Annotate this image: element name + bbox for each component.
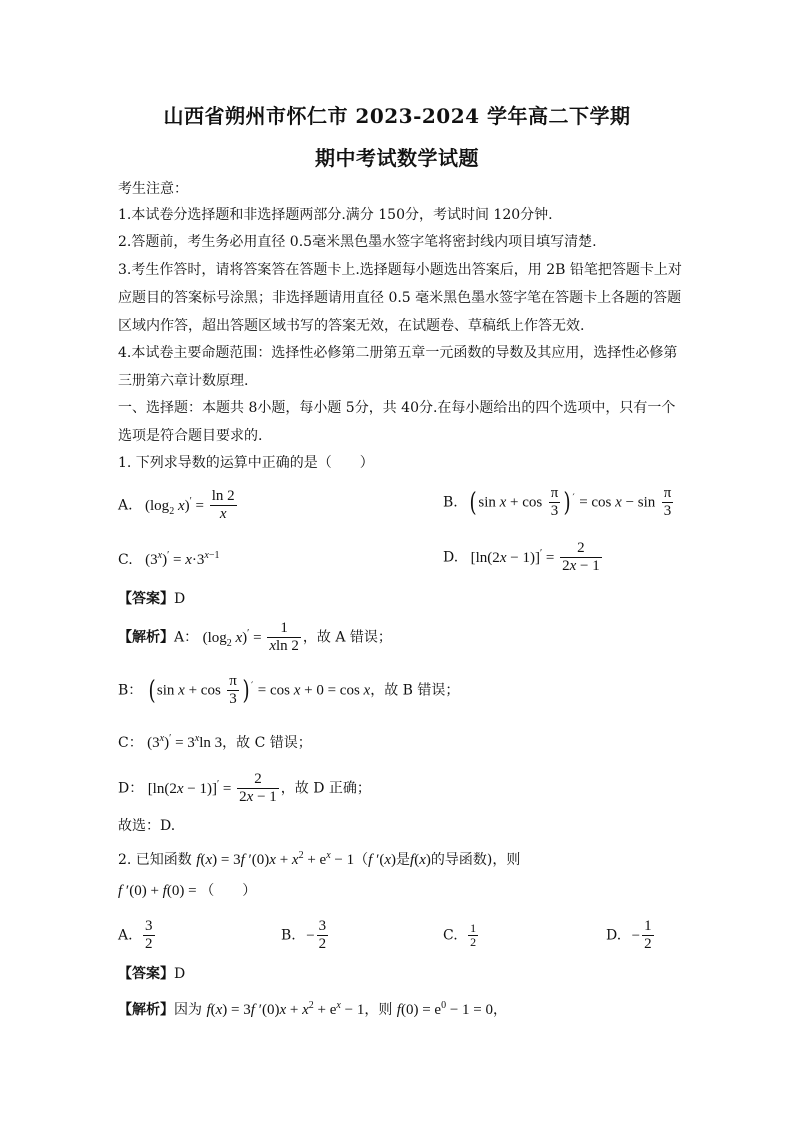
fraction: $\frac{1}{2}$ (644, 918, 652, 952)
paper-title-line1: 山西省朔州市怀仁市 2023-2024 学年高二下学期 (163, 104, 631, 128)
analysis-suffix: ，故 A 错误； (302, 629, 392, 646)
analysis-prefix: B： (118, 682, 143, 699)
analysis-label: 【解析】 (118, 629, 174, 646)
q1-option-d: D. [ln(2x − 1)]′ = $\frac{2}{2x - 1}$ (443, 540, 600, 574)
fraction: $\frac{\pi}{3}$ (229, 673, 237, 707)
option-label: D. (443, 549, 459, 566)
analysis-text: 因为 (174, 1002, 202, 1018)
fraction: $\frac{\pi}{3}$ (663, 485, 672, 519)
answer-value: D (174, 966, 186, 982)
analysis-suffix: ，故 B 错误； (370, 682, 460, 699)
option-label: D. (606, 927, 622, 944)
q2-option-a (118, 918, 157, 953)
q2-option-c (443, 922, 480, 949)
notice-item: 4.本试卷主要命题范围：选择性必修第二册第五章一元函数的导数及其应用，选择性必修第 (118, 345, 678, 361)
stem-text: （ ） (200, 883, 257, 899)
q1-conclusion: 故选：D. (118, 818, 176, 834)
stem-text: 2. 已知函数 (118, 852, 192, 868)
answer-label: 【答案】 (118, 591, 174, 607)
q1-option-c: C. $(3^x)' = x\cdot 3^{x-1}$ (118, 550, 220, 568)
stem-text: （ (354, 852, 369, 868)
fraction: $\frac{2}{2x - 1}$ (239, 771, 277, 805)
q1-analysis-d: D： [ln(2x − 1)]′ = $\frac{2}{2x - 1}$ ，故 D 正确； (118, 771, 371, 805)
q1-analysis-c: C： $(3^x)' = 3^x\ln$ 3，故 C 错误； (118, 733, 312, 751)
analysis-suffix: ，故 C 错误； (222, 735, 312, 751)
option-label: A. (118, 497, 133, 514)
q2-option-b: B. − $\frac{3}{2}$ (281, 918, 327, 952)
option-label: C. (443, 927, 458, 944)
stem-text: 的导函数)，则 (430, 852, 521, 868)
analysis-suffix: ，故 D 正确； (280, 780, 371, 797)
fraction: $\frac{\pi}{3}$ (550, 485, 559, 519)
notice-item: 区域内作答，超出答题区域书写的答案无效，在试题卷、草稿纸上作答无效. (118, 318, 585, 334)
q2-option-d: D. − $\frac{1}{2}$ (606, 918, 652, 952)
notice-item: 2.答题前，考生务必用直径 0.5毫米黑色墨水签字笔将密封线内项目填写清楚. (118, 234, 597, 250)
notice-heading: 考生注意： (118, 181, 188, 197)
fraction: $\frac{1}{2}$ (470, 921, 477, 949)
analysis-prefix: C： (118, 735, 143, 751)
q2-stem-cont: f ′(0) + f(0) = （ ） (118, 883, 257, 899)
analysis-label: 【解析】 (118, 1002, 174, 1018)
analysis-text: ，则 (364, 1002, 393, 1018)
notice-item: 1.本试卷分选择题和非选择题两部分.满分 150分，考试时间 120分钟. (118, 207, 553, 223)
q1-analysis-b: B： ( sin x + cos $\frac{\pi}{3}$ ) ′ = cos x + 0 = cos x，故 B 错误； (118, 673, 460, 707)
option-label: A. (118, 927, 133, 944)
notice-item: 3.考生作答时，请将答案答在答题卡上.选择题每小题选出答案后，用 2B 铅笔把答题卡上对 (118, 262, 682, 278)
option-label: B. (443, 494, 458, 511)
section-heading-cont: 选项是符合题目要求的. (118, 428, 263, 444)
q2-stem: 2. 已知函数 f(x) = 3f $'(0)x + x^2 + e^x - 1(f$ ′(x)是f(x)的导函数)，则 (118, 850, 521, 868)
q2-analysis: 【解析】因为 f(x) = 3f $'(0)x + x^2 + e^x - 1$，则 $f(0) = e^0 - 1 = 0$， (118, 1000, 507, 1018)
q1-answer (118, 590, 185, 608)
section-heading: 一、选择题：本题共 8小题，每小题 5分，共 40分.在每小题给出的四个选项中，只有一个 (118, 400, 676, 416)
q1-analysis-a: 【解析】A： ($\log_2$ x)′ = $\frac{1}{xln 2}$ ，故 A 错误； (118, 620, 392, 654)
fraction: $\frac{3}{2}$ (145, 918, 153, 952)
option-label: C. (118, 552, 133, 568)
q2-answer (118, 965, 185, 983)
q1-option-a: A. ($\log_2$ x)′ = $\frac{\ln 2}{x}$ (118, 488, 235, 522)
stem-text: 是 (396, 852, 411, 868)
notice-item: 应题目的答案标号涂黑；非选择题请用直径 0.5 毫米黑色墨水签字笔在答题卡上各题的答题 (118, 290, 682, 306)
option-label: B. (281, 927, 296, 944)
fraction: $\frac{2}{2x - 1}$ (562, 540, 600, 574)
paper-title-line2: 期中考试数学试题 (315, 146, 479, 170)
fraction: $\frac{3}{2}$ (318, 918, 327, 952)
answer-label: 【答案】 (118, 966, 174, 982)
analysis-prefix: D： (118, 780, 144, 797)
notice-item: 三册第六章计数原理. (118, 373, 249, 389)
q1-option-b: B. ( sin x + cos $\frac{\pi}{3}$ ) ′ = cos x − sin $\frac{\pi}{3}$ (443, 485, 672, 519)
analysis-prefix: A： (174, 629, 199, 646)
answer-value: D (174, 591, 186, 607)
fraction: $\frac{1}{xln 2}$ (269, 620, 299, 654)
q1-stem: 1. 下列求导数的运算中正确的是（ ） (118, 455, 374, 471)
fraction: $\frac{\ln 2}{x}$ (211, 488, 235, 522)
analysis-text: ， (492, 1002, 507, 1018)
